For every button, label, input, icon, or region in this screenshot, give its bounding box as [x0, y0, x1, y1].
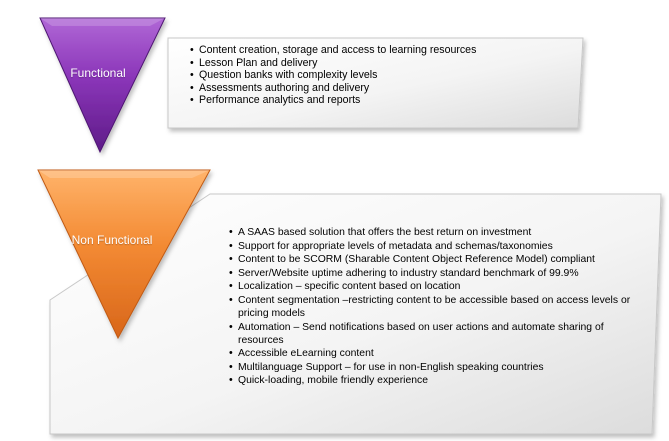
functional-triangle — [40, 18, 165, 152]
functional-label: Functional — [70, 66, 126, 80]
list-item: • Content creation, storage and access to learning resources — [190, 44, 570, 57]
non-functional-label: Non Functional — [71, 233, 153, 247]
list-item: • Multilanguage Support – for use in non-English speaking countries — [229, 361, 649, 374]
list-item: • Automation – Send notifications based on user actions and automate sharing of resources — [229, 321, 649, 347]
list-item: • Lesson Plan and delivery — [190, 57, 570, 70]
list-item: • Assessments authoring and delivery — [190, 82, 570, 95]
list-item: • Support for appropriate levels of metadata and schemas/taxonomies — [229, 240, 649, 253]
list-item: • A SAAS based solution that offers the best return on investment — [229, 226, 649, 239]
functional-triangle-shape — [40, 18, 165, 152]
list-item: • Server/Website uptime adhering to industry standard benchmark of 99.9% — [229, 267, 649, 280]
list-item: • Accessible eLearning content — [229, 347, 649, 360]
list-item: • Localization – specific content based on location — [229, 280, 649, 293]
list-item: • Quick-loading, mobile friendly experience — [229, 374, 649, 387]
list-item: • Content segmentation –restricting content to be accessible based on access levels or pricing models — [229, 294, 649, 320]
functional-triangle-highlight — [40, 18, 165, 26]
list-item: • Question banks with complexity levels — [190, 69, 570, 82]
list-item: • Performance analytics and reports — [190, 94, 570, 107]
non-functional-requirements-list — [229, 226, 649, 388]
list-item: • Content to be SCORM (Sharable Content Object Reference Model) compliant — [229, 253, 649, 266]
non-functional-triangle-highlight — [38, 170, 210, 178]
functional-requirements-list — [190, 44, 570, 107]
